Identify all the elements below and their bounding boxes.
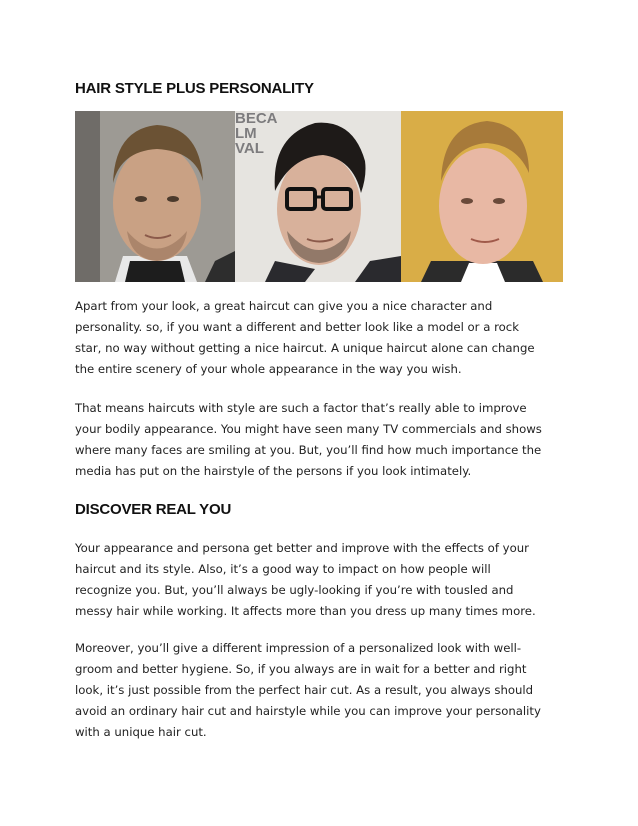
section-heading-discover-real-you: DISCOVER REAL YOU: [75, 501, 232, 518]
paragraph-1: [75, 296, 565, 380]
paragraph-line: personality. so, if you want a different and better look like a model or a rock: [75, 320, 519, 334]
paragraph-3: [75, 538, 565, 622]
photo-man-undercut: [401, 111, 563, 282]
paragraph-line: where many faces are smiling at you. But, you’ll find how much importance the: [75, 443, 542, 457]
paragraph-line: Your appearance and persona get better and improve with the effects of your: [75, 541, 529, 555]
backdrop-text-1: BECA: [235, 111, 278, 127]
section-heading-hairstyle-personality: HAIR STYLE PLUS PERSONALITY: [75, 80, 314, 97]
paragraph-line: media has put on the hairstyle of the persons if you look intimately.: [75, 464, 472, 478]
paragraph-line: groom and better hygiene. So, if you always are in wait for a better and right: [75, 662, 527, 676]
backdrop-text-2: LM: [235, 125, 257, 142]
paragraph-line: look, it’s just possible from the perfect hair cut. As a result, you always should: [75, 683, 534, 697]
paragraph-2: [75, 398, 565, 482]
paragraph-line: haircut and its style. Also, it’s a good way to impact on how people will: [75, 562, 491, 576]
paragraph-line: Moreover, you’ll give a different impression of a personalized look with well-: [75, 641, 522, 655]
paragraph-4: [75, 638, 565, 743]
backdrop-text-3: VAL: [235, 140, 264, 157]
paragraph-line: the entire scenery of your whole appearance in the way you wish.: [75, 362, 462, 376]
hairstyle-photo-strip: [75, 111, 563, 282]
paragraph-line: with a unique hair cut.: [75, 725, 207, 739]
paragraph-line: Apart from your look, a great haircut can give you a nice character and: [75, 299, 493, 313]
photo-man-glasses: [235, 111, 401, 282]
backdrop-lettering: [235, 111, 278, 156]
paragraph-line: messy hair while working. It affects more than you dress up many times more.: [75, 604, 536, 618]
paragraph-line: recognize you. But, you’ll always be ugly-looking if you’re with tousled and: [75, 583, 514, 597]
paragraph-line: That means haircuts with style are such a factor that’s really able to improve: [75, 401, 527, 415]
paragraph-line: star, no way without getting a nice haircut. A unique haircut alone can change: [75, 341, 535, 355]
paragraph-line: avoid an ordinary hair cut and hairstyle while you can improve your personality: [75, 704, 541, 718]
paragraph-line: your bodily appearance. You might have seen many TV commercials and shows: [75, 422, 542, 436]
photo-man-short-fade: [75, 111, 235, 282]
